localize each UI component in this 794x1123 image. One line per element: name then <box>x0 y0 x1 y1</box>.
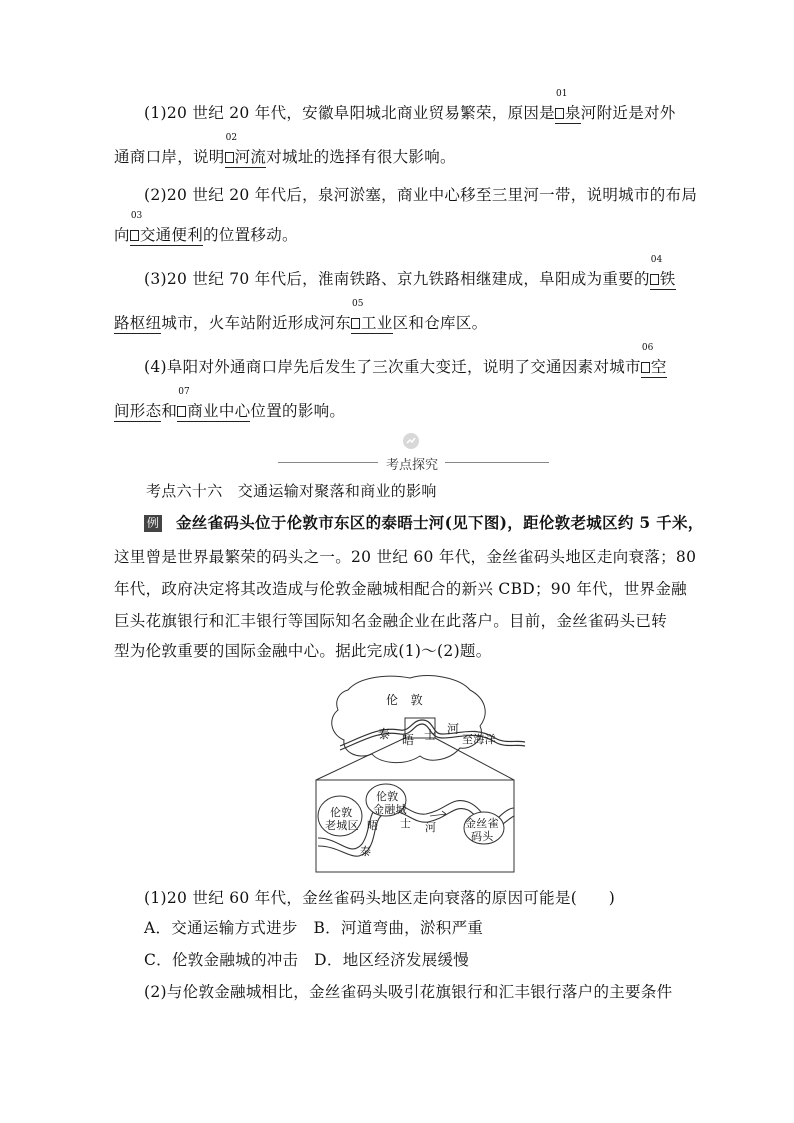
blank-02: 02 河流 <box>225 133 267 166</box>
blank-box <box>641 362 650 373</box>
example-line-1: 例 金丝雀码头位于伦敦市东区的泰晤士河(见下图)，距伦敦老城区约 5 千米， <box>144 512 704 534</box>
blank-box <box>130 230 139 241</box>
question-1-options-ab: A．交通运输方式进步 B．河道弯曲，淤积严重 <box>144 919 484 937</box>
divider-right <box>445 462 549 463</box>
divider-left <box>278 462 378 463</box>
section-emblem-icon <box>403 433 419 449</box>
answer-1-line-1: (1)20 世纪 20 年代，安徽阜阳城北商业贸易繁荣，原因是 01 泉河附近是对外 <box>144 89 676 122</box>
map-label-he: 河 <box>447 722 460 736</box>
answer-2-line-1: (2)20 世纪 20 年代后，泉河淤塞，商业中心移至三里河一带，说明城市的布局 <box>144 186 698 204</box>
blank-06: 06 空 <box>641 343 667 376</box>
map-label-to-sea: 至海洋 <box>462 733 496 746</box>
answer-3-line-2: 路枢纽城市，火车站附近形成河东 05 工业区和仓库区。 <box>114 299 488 332</box>
map-label-canary-1: 金丝雀 <box>465 817 499 830</box>
blank-box <box>650 274 659 285</box>
topic-heading: 考点六十六 交通运输对聚落和商业的影响 <box>146 482 437 500</box>
answer-4-line-2: 间形态和 07 商业中心位置的影响。 <box>114 387 346 420</box>
example-line-5: 型为伦敦重要的国际金融中心。据此完成(1)～(2)题。 <box>114 642 492 660</box>
answer-2-line-2: 向 03 交通便利的位置移动。 <box>114 211 298 244</box>
map-label-old-city-2: 老城区 <box>325 819 359 832</box>
map-label-london: 伦 敦 <box>386 693 423 707</box>
example-line-3: 年代，政府决定将其改造成与伦敦金融城相配合的新兴 CBD；90 年代，世界金融 <box>114 580 687 598</box>
map-label-tai-inset: 泰 <box>360 845 372 858</box>
question-1-options-cd: C．伦敦金融城的冲击 D．地区经济发展缓慢 <box>144 951 470 969</box>
answer-1-line-2: 通商口岸，说明 02 河流对城址的选择有很大影响。 <box>114 133 456 166</box>
blank-03: 03 交通便利 <box>130 211 204 244</box>
map-label-shi-inset: 士 <box>400 817 412 830</box>
answer-3-line-1: (3)20 世纪 70 年代后，淮南铁路、京九铁路相继建成，阜阳成为重要的 04 铁 <box>144 255 676 288</box>
example-line-2: 这里曾是世界最繁荣的码头之一。20 世纪 60 年代，金丝雀码头地区走向衰落；80 <box>114 548 697 566</box>
blank-box <box>351 318 360 329</box>
map-label-tai: 泰 <box>378 727 391 741</box>
blank-box <box>177 406 186 417</box>
map-label-fin-city-1: 伦敦 <box>376 790 399 803</box>
question-1: (1)20 世纪 60 年代，金丝雀码头地区走向衰落的原因可能是( ) <box>144 889 616 907</box>
map-label-canary-2: 码头 <box>471 830 494 843</box>
map-label-shi: 士 <box>424 728 437 742</box>
map-label-fin-city-2: 金融城 <box>373 803 407 816</box>
blank-box <box>555 108 564 119</box>
map-label-wu-inset: 晤 <box>367 819 379 832</box>
example-line-4: 巨头花旗银行和汇丰银行等国际知名金融企业在此落户。目前，金丝雀码头已转 <box>114 612 668 630</box>
section-label: 考点探究 <box>386 458 439 473</box>
blank-01: 01 泉 <box>555 89 581 122</box>
london-outline <box>332 676 485 763</box>
blank-05: 05 工业 <box>352 299 393 332</box>
blank-07: 07 商业中心 <box>178 387 251 420</box>
blank-box <box>225 152 234 163</box>
map-label-old-city-1: 伦敦 <box>330 806 353 819</box>
map-label-he-inset: 河 <box>425 821 437 834</box>
question-2: (2)与伦敦金融城相比，金丝雀码头吸引花旗银行和汇丰银行落户的主要条件 <box>144 983 673 1001</box>
blank-04: 04 铁 <box>650 255 676 288</box>
example-badge: 例 <box>144 515 162 532</box>
answer-4-line-1: (4)阜阳对外通商口岸先后发生了三次重大变迁，说明了交通因素对城市 06 空 <box>144 343 667 376</box>
map-label-wu: 晤 <box>402 733 415 747</box>
